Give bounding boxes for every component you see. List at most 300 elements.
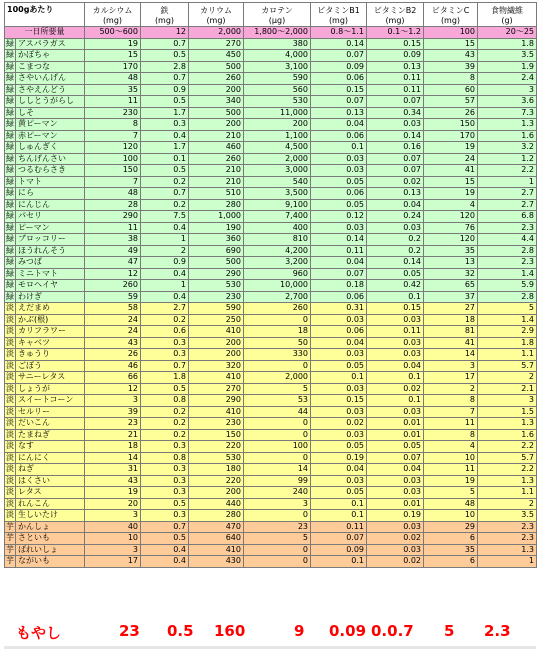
row-value: 6: [424, 556, 478, 568]
unit-iron: (mg): [141, 16, 189, 27]
footer-value-potassium: 160: [214, 622, 246, 640]
row-value: 1.3: [478, 119, 537, 131]
row-value: 7.3: [478, 107, 537, 119]
row-value: 0.9: [141, 257, 189, 269]
row-value: 26: [424, 107, 478, 119]
row-value: 450: [189, 50, 244, 62]
row-value: 0.03: [311, 383, 367, 395]
row-value: 99: [244, 475, 311, 487]
row-value: 18: [85, 441, 141, 453]
row-value: 12: [85, 383, 141, 395]
row-value: 0: [244, 544, 311, 556]
row-value: 530: [189, 280, 244, 292]
daily-requirement-row: [5, 27, 537, 39]
row-value: 5: [424, 487, 478, 499]
row-category: 淡: [6, 326, 14, 336]
table-row: [5, 441, 537, 453]
row-value: 31: [85, 464, 141, 476]
row-value: 5.9: [478, 280, 537, 292]
row-value: 0.03: [367, 521, 424, 533]
row-value: 48: [424, 498, 478, 510]
row-value: 0.2: [141, 314, 189, 326]
row-value: 260: [244, 303, 311, 315]
row-value: 460: [189, 142, 244, 154]
row-value: 1.7: [141, 142, 189, 154]
row-value: 0.8: [141, 452, 189, 464]
row-value: 380: [244, 38, 311, 50]
row-value: 2.9: [478, 326, 537, 338]
row-category: 緑: [6, 130, 14, 140]
row-value: 0.4: [141, 268, 189, 280]
row-value: 0.1: [367, 291, 424, 303]
row-value: 0.4: [141, 556, 189, 568]
row-name: セルリー: [16, 406, 85, 418]
row-value: 5.7: [478, 360, 537, 372]
row-category: 芋: [6, 521, 14, 531]
row-value: 43: [85, 475, 141, 487]
row-value: 0.04: [311, 464, 367, 476]
row-value: 19: [424, 475, 478, 487]
row-value: 39: [424, 61, 478, 73]
table-row: [5, 50, 537, 62]
row-value: 590: [244, 73, 311, 85]
row-value: 1.3: [478, 475, 537, 487]
table-row: [5, 556, 537, 568]
row-category: 淡: [6, 464, 14, 474]
row-category: 緑: [6, 188, 14, 198]
row-value: 0.06: [311, 130, 367, 142]
row-name: パセリ: [16, 211, 85, 223]
row-category: 緑: [6, 291, 14, 301]
table-row: [5, 418, 537, 430]
row-value: 11,000: [244, 107, 311, 119]
row-value: 0: [244, 429, 311, 441]
row-value: 0.19: [311, 452, 367, 464]
row-value: 2: [478, 372, 537, 384]
row-value: 8: [85, 119, 141, 131]
column-header-vitamin-b1: ビタミンB1: [311, 3, 367, 17]
table-row: [5, 61, 537, 73]
row-value: 180: [189, 464, 244, 476]
requirement-value: 1,800〜2,000: [244, 27, 311, 39]
column-header-potassium: カリウム: [189, 3, 244, 17]
row-category: 緑: [6, 165, 14, 175]
row-name: わけぎ: [16, 291, 85, 303]
row-value: 41: [424, 337, 478, 349]
row-category: 緑: [6, 222, 14, 232]
row-value: 15: [85, 50, 141, 62]
row-category: 淡: [6, 360, 14, 370]
row-value: 1: [478, 176, 537, 188]
table-row: [5, 153, 537, 165]
row-value: 0.3: [141, 510, 189, 522]
row-value: 0.2: [367, 245, 424, 257]
unit-row: [5, 16, 537, 27]
row-value: 260: [85, 280, 141, 292]
row-name: れんこん: [16, 498, 85, 510]
row-value: 2.8: [141, 61, 189, 73]
row-value: 0.04: [367, 199, 424, 211]
row-name: えだまめ: [16, 303, 85, 315]
row-value: 0.4: [141, 544, 189, 556]
daily-requirement-label: 一日所要量: [5, 27, 85, 39]
row-value: 24: [424, 153, 478, 165]
row-value: 640: [189, 533, 244, 545]
row-value: 24: [85, 326, 141, 338]
row-value: 2.7: [141, 303, 189, 315]
row-value: 60: [424, 84, 478, 96]
row-value: 0.11: [367, 73, 424, 85]
row-value: 0.07: [311, 533, 367, 545]
row-value: 590: [189, 303, 244, 315]
row-value: 410: [189, 406, 244, 418]
row-value: 0.06: [311, 326, 367, 338]
row-value: 410: [189, 326, 244, 338]
row-value: 4,200: [244, 245, 311, 257]
table-row: [5, 165, 537, 177]
row-value: 66: [85, 372, 141, 384]
row-value: 8: [424, 395, 478, 407]
table-row: [5, 268, 537, 280]
row-value: 0.2: [141, 418, 189, 430]
row-name: レタス: [16, 487, 85, 499]
row-category: 淡: [6, 452, 14, 462]
row-value: 410: [189, 544, 244, 556]
row-value: 1: [141, 280, 189, 292]
row-category: 淡: [6, 487, 14, 497]
row-name: ほうれんそう: [16, 245, 85, 257]
row-value: 0.18: [311, 280, 367, 292]
table-row: [5, 199, 537, 211]
row-category: 淡: [6, 395, 14, 405]
row-value: 0.01: [367, 429, 424, 441]
row-value: 3.5: [478, 50, 537, 62]
row-value: 0.7: [141, 73, 189, 85]
row-value: 150: [424, 119, 478, 131]
row-value: 1: [141, 234, 189, 246]
row-value: 49: [85, 245, 141, 257]
row-value: 2.2: [478, 165, 537, 177]
row-value: 0.3: [141, 441, 189, 453]
column-header-fiber: 食物繊維: [478, 3, 537, 17]
column-header-vitamin-b2: ビタミンB2: [367, 3, 424, 17]
row-value: 200: [189, 337, 244, 349]
row-name: きゅうり: [16, 349, 85, 361]
row-value: 0.03: [367, 119, 424, 131]
row-value: 65: [424, 280, 478, 292]
row-name: ごぼう: [16, 360, 85, 372]
table-row: [5, 544, 537, 556]
row-value: 0.2: [141, 176, 189, 188]
row-category: 緑: [6, 96, 14, 106]
row-value: 0.03: [311, 222, 367, 234]
row-value: 7.5: [141, 211, 189, 223]
row-value: 260: [189, 73, 244, 85]
table-row: [5, 211, 537, 223]
row-value: 3: [85, 395, 141, 407]
footer-value-vitamin-c: 5: [444, 622, 455, 640]
row-value: 35: [424, 245, 478, 257]
row-value: 0.03: [367, 314, 424, 326]
row-value: 4: [424, 441, 478, 453]
footer-value-calcium: 23: [119, 622, 140, 640]
row-value: 2: [478, 498, 537, 510]
row-value: 5: [244, 383, 311, 395]
row-value: 0: [244, 556, 311, 568]
row-value: 1.1: [478, 349, 537, 361]
row-name: しゅんぎく: [16, 142, 85, 154]
row-value: 470: [189, 521, 244, 533]
row-value: 6: [424, 533, 478, 545]
row-value: 510: [189, 188, 244, 200]
row-value: 10: [424, 510, 478, 522]
row-value: 0.11: [311, 521, 367, 533]
row-value: 0.03: [367, 544, 424, 556]
row-value: 290: [189, 268, 244, 280]
row-value: 0.8: [141, 395, 189, 407]
row-value: 240: [244, 487, 311, 499]
table-row: [5, 521, 537, 533]
row-value: 320: [189, 360, 244, 372]
row-value: 0.1: [141, 153, 189, 165]
table-row: [5, 349, 537, 361]
row-value: 0.15: [367, 303, 424, 315]
row-value: 210: [189, 165, 244, 177]
row-value: 290: [189, 395, 244, 407]
row-value: 0.4: [141, 130, 189, 142]
row-value: 500: [189, 107, 244, 119]
row-value: 0.16: [367, 142, 424, 154]
table-row: [5, 96, 537, 108]
row-value: 210: [189, 176, 244, 188]
table-row: [5, 360, 537, 372]
row-value: 1.9: [478, 61, 537, 73]
row-value: 23: [85, 418, 141, 430]
row-value: 400: [244, 222, 311, 234]
requirement-value: 12: [141, 27, 189, 39]
row-value: 0.6: [141, 326, 189, 338]
row-value: 0.15: [311, 395, 367, 407]
table-row: [5, 84, 537, 96]
row-value: 0.1: [311, 498, 367, 510]
row-value: 190: [189, 222, 244, 234]
row-value: 20: [85, 498, 141, 510]
unit-vitamin-b1: (mg): [311, 16, 367, 27]
row-category: 芋: [6, 544, 14, 554]
row-value: 2.2: [478, 441, 537, 453]
row-value: 250: [189, 314, 244, 326]
row-value: 1.7: [141, 107, 189, 119]
row-value: 0.03: [311, 406, 367, 418]
row-value: 2,700: [244, 291, 311, 303]
row-value: 0.11: [367, 326, 424, 338]
row-value: 0.07: [311, 50, 367, 62]
row-value: 40: [85, 521, 141, 533]
table-row: [5, 280, 537, 292]
row-value: 0.07: [311, 96, 367, 108]
row-value: 120: [424, 234, 478, 246]
row-value: 1.6: [478, 130, 537, 142]
row-value: 10,000: [244, 280, 311, 292]
table-row: [5, 533, 537, 545]
table-row: [5, 429, 537, 441]
row-value: 2.3: [478, 257, 537, 269]
row-value: 0.05: [311, 441, 367, 453]
row-value: 3: [478, 84, 537, 96]
row-value: 0.7: [141, 521, 189, 533]
row-value: 0: [244, 360, 311, 372]
row-value: 500: [189, 257, 244, 269]
row-value: 0.2: [141, 199, 189, 211]
row-value: 26: [85, 349, 141, 361]
row-category: 緑: [6, 107, 14, 117]
row-value: 0.07: [311, 268, 367, 280]
row-value: 13: [424, 257, 478, 269]
row-value: 1.5: [478, 406, 537, 418]
row-value: 3,000: [244, 165, 311, 177]
row-value: 200: [244, 119, 311, 131]
row-value: 19: [85, 38, 141, 50]
row-category: 緑: [6, 73, 14, 83]
row-category: 淡: [6, 406, 14, 416]
table-row: [5, 498, 537, 510]
row-value: 0.12: [311, 211, 367, 223]
row-value: 1.8: [478, 38, 537, 50]
header-row: [5, 3, 537, 17]
row-value: 0.24: [367, 211, 424, 223]
row-value: 1,000: [189, 211, 244, 223]
column-header-calcium: カルシウム: [85, 3, 141, 17]
row-category: 淡: [6, 383, 14, 393]
row-value: 10: [85, 533, 141, 545]
table-row: [5, 452, 537, 464]
row-name: ばれいしょ: [16, 544, 85, 556]
row-category: 淡: [6, 510, 14, 520]
row-category: 緑: [6, 245, 14, 255]
row-value: 200: [189, 84, 244, 96]
table-row: [5, 406, 537, 418]
unit-fiber: (g): [478, 16, 537, 27]
row-value: 100: [244, 441, 311, 453]
row-category: 淡: [6, 429, 14, 439]
requirement-value: 100: [424, 27, 478, 39]
table-row: [5, 383, 537, 395]
row-value: 3: [85, 510, 141, 522]
row-category: 緑: [6, 50, 14, 60]
row-value: 17: [85, 556, 141, 568]
row-value: 150: [85, 165, 141, 177]
row-value: 76: [424, 222, 478, 234]
row-value: 1.8: [478, 337, 537, 349]
row-value: 0.07: [367, 165, 424, 177]
table-row: [5, 464, 537, 476]
row-value: 560: [244, 84, 311, 96]
row-value: 0.3: [141, 475, 189, 487]
footer-label: もやし: [16, 624, 62, 642]
requirement-value: 500〜600: [85, 27, 141, 39]
row-value: 0.02: [367, 176, 424, 188]
row-name: ちんげんさい: [16, 153, 85, 165]
row-name: みつば: [16, 257, 85, 269]
row-category: 淡: [6, 498, 14, 508]
row-value: 0.14: [311, 38, 367, 50]
row-value: 0.09: [311, 61, 367, 73]
row-value: 18: [424, 314, 478, 326]
row-value: 2.8: [478, 291, 537, 303]
table-row: [5, 510, 537, 522]
row-value: 0.04: [311, 119, 367, 131]
row-value: 81: [424, 326, 478, 338]
footer-value-vitamin-b2: 0.0.7: [371, 622, 414, 640]
row-value: 0.2: [367, 234, 424, 246]
row-value: 0.02: [367, 383, 424, 395]
row-value: 2.8: [478, 245, 537, 257]
requirement-value: 20〜25: [478, 27, 537, 39]
row-name: たまねぎ: [16, 429, 85, 441]
table-row: [5, 314, 537, 326]
row-value: 19: [85, 487, 141, 499]
row-value: 0.5: [141, 533, 189, 545]
row-value: 100: [85, 153, 141, 165]
table-row: [5, 395, 537, 407]
row-name: にら: [16, 188, 85, 200]
table-row: [5, 291, 537, 303]
row-value: 690: [189, 245, 244, 257]
row-category: 緑: [6, 211, 14, 221]
row-name: アスパラガス: [16, 38, 85, 50]
row-value: 0.01: [367, 498, 424, 510]
row-value: 37: [424, 291, 478, 303]
row-value: 0: [244, 418, 311, 430]
row-value: 0.04: [311, 337, 367, 349]
row-value: 57: [424, 96, 478, 108]
row-category: 淡: [6, 418, 14, 428]
row-category: 緑: [6, 142, 14, 152]
row-value: 7: [424, 406, 478, 418]
row-value: 2.3: [478, 521, 537, 533]
row-value: 2.2: [478, 464, 537, 476]
row-value: 1.6: [478, 429, 537, 441]
row-value: 19: [424, 188, 478, 200]
row-value: 0.3: [141, 464, 189, 476]
row-name: さといも: [16, 533, 85, 545]
row-value: 960: [244, 268, 311, 280]
row-value: 48: [85, 73, 141, 85]
row-value: 530: [189, 452, 244, 464]
row-value: 2,000: [244, 153, 311, 165]
row-value: 410: [189, 372, 244, 384]
row-value: 32: [424, 268, 478, 280]
row-value: 170: [424, 130, 478, 142]
row-value: 7,400: [244, 211, 311, 223]
row-value: 0.03: [311, 349, 367, 361]
row-value: 47: [85, 257, 141, 269]
row-value: 0.3: [141, 349, 189, 361]
row-value: 200: [189, 119, 244, 131]
row-value: 18: [244, 326, 311, 338]
row-value: 0.3: [141, 337, 189, 349]
requirement-value: 2,000: [189, 27, 244, 39]
row-value: 58: [85, 303, 141, 315]
row-value: 5.7: [478, 452, 537, 464]
row-category: 緑: [6, 119, 14, 129]
row-value: 2.4: [478, 73, 537, 85]
row-value: 0.07: [367, 452, 424, 464]
row-value: 0.5: [141, 96, 189, 108]
row-value: 1.3: [478, 544, 537, 556]
row-value: 0.7: [141, 360, 189, 372]
row-value: 7: [85, 130, 141, 142]
